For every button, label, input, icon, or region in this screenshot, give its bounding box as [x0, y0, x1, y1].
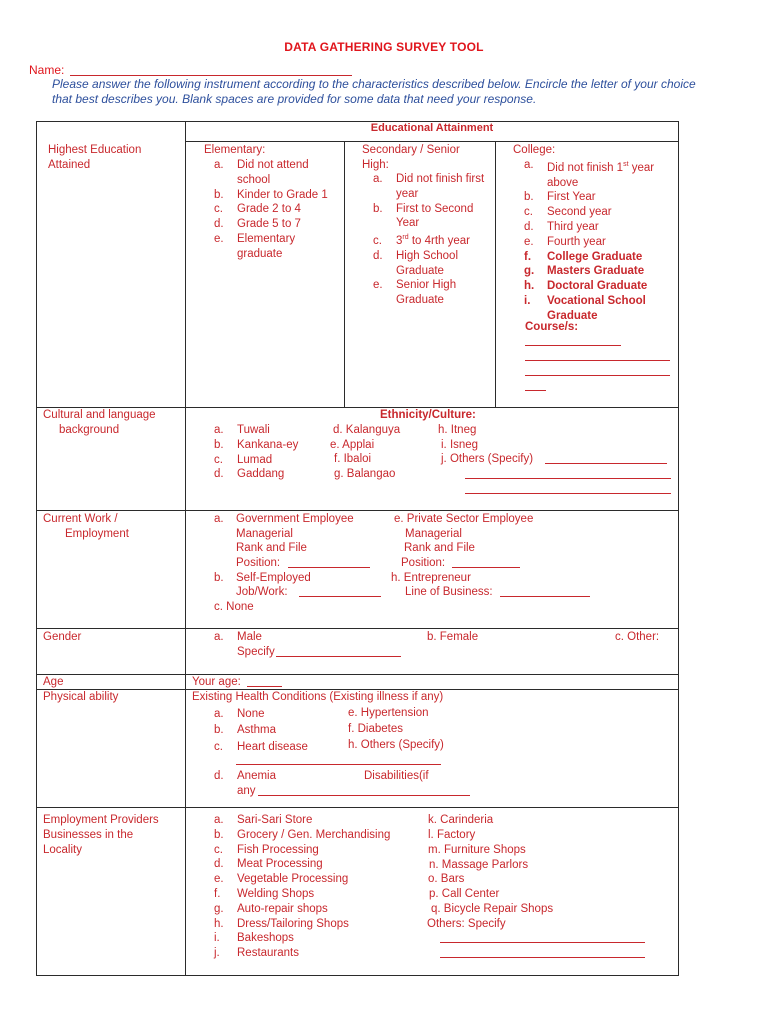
secondary-title: Secondary / Senior High:	[362, 144, 460, 171]
culture-option[interactable]: g. Balangao	[334, 468, 396, 480]
work-row-label: Current Work /	[43, 513, 118, 525]
gender-option-other[interactable]: c. Other:	[615, 631, 660, 643]
health-option[interactable]: f. Diabetes	[348, 723, 403, 735]
list-item[interactable]: a. Tuwali	[214, 424, 270, 436]
work-position-label: Position:	[236, 557, 281, 569]
culture-row-label-2: background	[59, 424, 120, 436]
culture-option[interactable]: j. Others (Specify)	[441, 453, 534, 465]
work-option-none[interactable]: c. None	[214, 601, 254, 613]
list-item[interactable]: e. Elementary graduate	[214, 232, 296, 260]
gender-option-male[interactable]: Male	[237, 631, 262, 643]
employer-others-label: Others: Specify	[427, 918, 506, 930]
culture-option[interactable]: d. Kalanguya	[333, 424, 401, 436]
list-item[interactable]: j. Restaurants	[214, 947, 300, 960]
list-item[interactable]: h. Doctoral Graduate	[524, 280, 648, 293]
age-field[interactable]	[247, 686, 282, 687]
employers-row-label: Employment Providers	[43, 814, 159, 826]
list-item[interactable]: b. Asthma	[214, 724, 276, 737]
culture-specify-field-3[interactable]	[465, 493, 671, 494]
elementary-list	[214, 158, 342, 262]
health-any-label: any	[237, 785, 256, 797]
course-label: Course/s:	[525, 321, 579, 333]
health-option[interactable]: h. Others (Specify)	[348, 739, 444, 751]
work-option-gov[interactable]: Government Employee	[236, 513, 354, 525]
work-position-label-2: Position:	[401, 557, 446, 569]
education-row-label: Highest Education Attained	[48, 144, 142, 171]
gender-specify-label: Specify	[237, 646, 275, 658]
course-field-2[interactable]	[525, 360, 670, 361]
physical-row-label: Physical ability	[43, 691, 119, 703]
employer-option[interactable]: k. Carinderia	[428, 814, 494, 826]
course-field-3[interactable]	[525, 375, 670, 376]
course-field-1[interactable]	[525, 345, 621, 346]
list-item[interactable]: g. Masters Graduate	[524, 265, 645, 278]
list-item[interactable]: b. First Year	[524, 191, 596, 204]
work-option-rank-file-2[interactable]: Rank and File	[404, 542, 475, 554]
gender-specify-field[interactable]	[276, 656, 401, 657]
gender-row-label: Gender	[43, 631, 82, 643]
culture-option[interactable]: i. Isneg	[441, 439, 479, 451]
work-option-a-marker: a.	[214, 513, 224, 525]
employers-row-label-2: Businesses in the	[43, 829, 134, 841]
work-option-entrepreneur[interactable]: h. Entrepreneur	[391, 572, 471, 584]
employer-option[interactable]: n. Massage Parlors	[429, 859, 529, 871]
list-item[interactable]: i. Vocational School Graduate	[524, 295, 646, 322]
list-item[interactable]: c. Lumad	[214, 453, 273, 466]
health-d-marker: d.	[214, 770, 224, 782]
course-field-4[interactable]	[525, 390, 546, 391]
health-option-anemia[interactable]: Anemia	[237, 770, 276, 782]
list-item[interactable]: a. Did not finish 1st year above	[524, 159, 655, 189]
list-item[interactable]: e. Vegetable Processing	[214, 873, 349, 886]
list-item[interactable]: c. Heart disease	[214, 740, 308, 753]
health-col1	[214, 706, 308, 755]
list-item[interactable]: c. 3rd to 4rth year	[373, 234, 471, 248]
list-item[interactable]: a. None	[214, 708, 265, 720]
name-field[interactable]	[70, 75, 352, 76]
employers-col1	[214, 813, 390, 961]
list-item[interactable]: h. Dress/Tailoring Shops	[214, 917, 349, 930]
list-item[interactable]: a. Did not attend school	[214, 159, 309, 186]
work-option-managerial-2[interactable]: Managerial	[405, 528, 462, 540]
age-label: Your age:	[192, 676, 241, 688]
work-business-field[interactable]	[500, 596, 590, 597]
list-item[interactable]: f. College Graduate	[524, 250, 643, 263]
list-item[interactable]: d. Meat Processing	[214, 858, 323, 871]
disabilities-field[interactable]	[258, 795, 470, 796]
culture-specify-field-1[interactable]	[545, 463, 667, 464]
work-position-field-2[interactable]	[452, 567, 520, 568]
list-item[interactable]: d. Gaddang	[214, 468, 285, 481]
college-list	[524, 158, 674, 324]
work-business-label: Line of Business:	[405, 586, 493, 598]
employers-row-label-3: Locality	[43, 844, 82, 856]
culture-option[interactable]: f. Ibaloi	[334, 453, 372, 465]
work-position-field[interactable]	[288, 567, 370, 568]
work-option-b-marker: b.	[214, 572, 224, 584]
list-item[interactable]: c. Second year	[524, 206, 612, 219]
list-item[interactable]: b. Kankana-ey	[214, 438, 299, 451]
employer-specify-field-2[interactable]	[440, 957, 645, 958]
culture-row-label: Cultural and language	[43, 409, 156, 421]
instructions: Please answer the following instrument according to the characteristics described below. Encircle the letter of your choice that best describes you. Blank spaces are provided for some data that need your response.	[52, 77, 696, 106]
survey-title: DATA GATHERING SURVEY TOOL	[284, 40, 484, 54]
work-row-label-2: Employment	[65, 528, 129, 540]
employer-option[interactable]: o. Bars	[428, 873, 465, 885]
work-option-private[interactable]: e. Private Sector Employee	[394, 513, 534, 525]
ethnicity-header: Ethnicity/Culture:	[380, 409, 476, 421]
health-specify-field[interactable]	[236, 764, 441, 765]
employer-specify-field-1[interactable]	[440, 942, 645, 943]
culture-col1	[214, 423, 298, 482]
name-label: Name:	[29, 63, 65, 77]
list-item[interactable]: b. Kinder to Grade 1	[214, 188, 328, 201]
gender-a-marker: a.	[214, 631, 224, 643]
health-disabilities-label: Disabilities(if	[364, 770, 429, 782]
list-item[interactable]: d. High School Graduate	[373, 249, 459, 277]
culture-option[interactable]: e. Applai	[330, 439, 375, 451]
list-item[interactable]: c. Fish Processing	[214, 843, 319, 856]
education-header: Educational Attainment	[370, 122, 494, 134]
college-title: College:	[513, 144, 556, 156]
list-item[interactable]: g. Auto-repair shops	[214, 902, 328, 915]
list-item[interactable]: f. Welding Shops	[214, 887, 315, 900]
health-header: Existing Health Conditions (Existing illness if any)	[192, 691, 444, 703]
employer-option[interactable]: q. Bicycle Repair Shops	[431, 903, 554, 915]
gender-option-female[interactable]: b. Female	[427, 631, 479, 643]
list-item[interactable]: e. Senior High Graduate	[373, 279, 457, 307]
health-option[interactable]: e. Hypertension	[348, 707, 429, 719]
culture-specify-field-2[interactable]	[465, 478, 671, 479]
work-job-field[interactable]	[299, 596, 381, 597]
list-item[interactable]: e. Fourth year	[524, 235, 606, 248]
list-item[interactable]: a. Sari-Sari Store	[214, 814, 313, 826]
list-item[interactable]: d. Third year	[524, 221, 599, 234]
employer-option[interactable]: l. Factory	[428, 829, 476, 841]
work-option-managerial[interactable]: Managerial	[236, 528, 293, 540]
employer-option[interactable]: m. Furniture Shops	[428, 844, 526, 856]
list-item[interactable]: i. Bakeshops	[214, 932, 294, 945]
secondary-list	[373, 172, 491, 308]
work-option-self[interactable]: Self-Employed	[236, 572, 311, 584]
work-job-label: Job/Work:	[236, 586, 288, 598]
list-item[interactable]: a. Did not finish first year	[373, 173, 485, 200]
list-item[interactable]: c. Grade 2 to 4	[214, 203, 301, 216]
age-row-label: Age	[43, 676, 64, 688]
list-item[interactable]: b. Grocery / Gen. Merchandising	[214, 828, 391, 841]
employer-option[interactable]: p. Call Center	[429, 888, 500, 900]
list-item[interactable]: d. Grade 5 to 7	[214, 218, 301, 231]
elementary-title: Elementary:	[204, 144, 266, 156]
work-option-rank-file[interactable]: Rank and File	[236, 542, 307, 554]
list-item[interactable]: b. First to Second Year	[373, 202, 474, 230]
culture-option[interactable]: h. Itneg	[438, 424, 477, 436]
